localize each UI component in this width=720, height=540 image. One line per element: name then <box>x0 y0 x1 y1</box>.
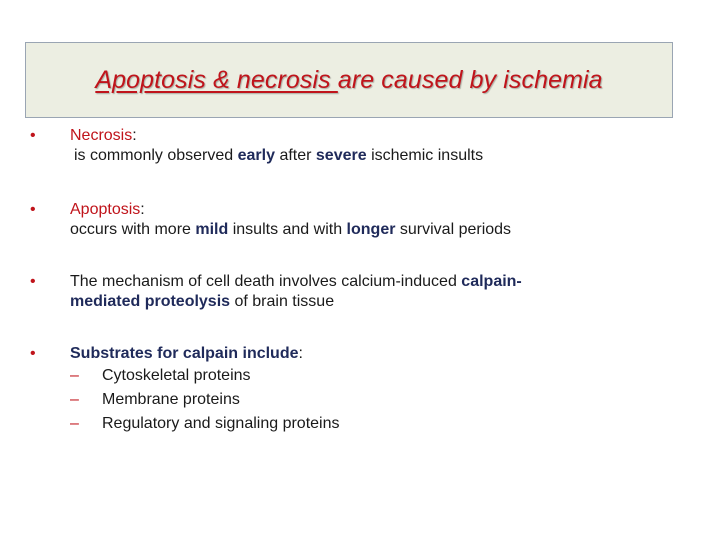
term-apoptosis: Apoptosis <box>70 201 141 218</box>
title-underlined: Apoptosis & necrosis <box>95 65 338 94</box>
title-box <box>25 42 673 118</box>
bullet-mechanism <box>30 272 670 312</box>
bullet-substrates <box>30 344 670 436</box>
text-segment: insults and with <box>228 221 347 238</box>
apoptosis-description <box>70 220 670 240</box>
text-segment: survival periods <box>395 221 512 238</box>
bullet-dot: • <box>30 345 36 362</box>
colon: : <box>132 127 137 144</box>
sub-item <box>70 412 670 436</box>
bullet-list <box>30 126 670 436</box>
dash: – <box>70 391 79 408</box>
emphasis-severe: severe <box>315 147 367 164</box>
term-necrosis: Necrosis <box>70 127 133 144</box>
text-segment: ischemic insults <box>366 147 484 164</box>
emphasis-longer: longer <box>346 221 396 238</box>
text-segment: after <box>275 147 316 164</box>
emphasis-calpain: calpain- <box>461 273 522 290</box>
sub-item-label: Cytoskeletal proteins <box>102 367 251 384</box>
sub-item-label: Membrane proteins <box>102 391 240 408</box>
bullet-necrosis <box>30 126 670 166</box>
colon: : <box>140 201 145 218</box>
sub-item-label: Regulatory and signaling proteins <box>102 415 340 432</box>
sub-item <box>70 364 670 388</box>
title-rest: are caused by ischemia <box>337 65 603 94</box>
dash: – <box>70 367 79 384</box>
text-segment: occurs with more <box>70 221 196 238</box>
text-segment: The mechanism of cell death involves calcium-induced <box>70 273 462 290</box>
colon: : <box>298 345 303 362</box>
emphasis-early: early <box>237 147 275 164</box>
bullet-dot: • <box>30 273 36 290</box>
bullet-apoptosis <box>30 200 670 240</box>
sub-item <box>70 388 670 412</box>
necrosis-description <box>70 146 670 166</box>
bullet-dot: • <box>30 201 36 218</box>
slide-title <box>95 66 602 95</box>
dash: – <box>70 415 79 432</box>
emphasis-proteolysis: mediated proteolysis <box>70 293 231 310</box>
emphasis-mild: mild <box>195 221 229 238</box>
text-segment: of brain tissue <box>230 293 335 310</box>
text-segment: is commonly observed <box>74 147 238 164</box>
substrates-heading: Substrates for calpain include <box>70 345 299 362</box>
bullet-dot: • <box>30 127 36 144</box>
